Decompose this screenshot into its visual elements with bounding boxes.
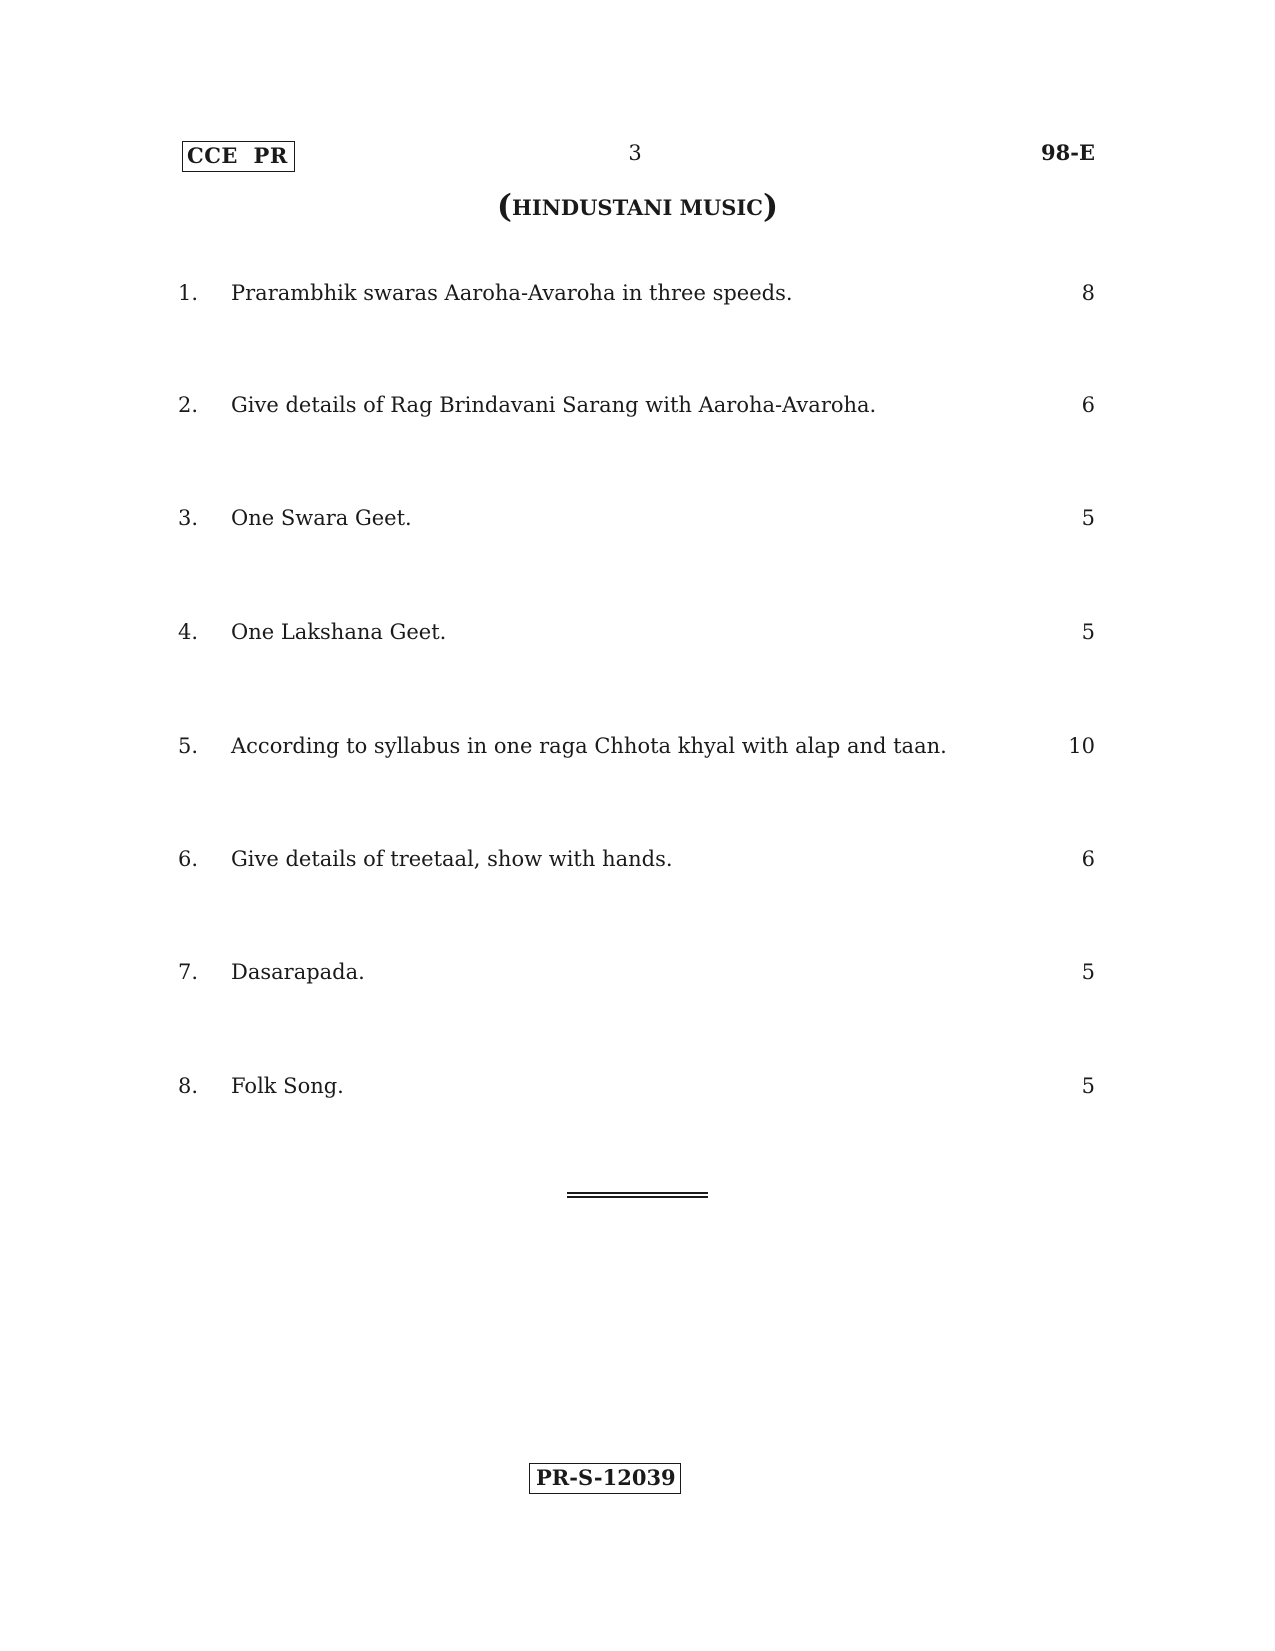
question-number: 8. <box>178 1074 199 1098</box>
question-marks: 5 <box>1081 960 1095 984</box>
question-item <box>0 957 1275 987</box>
question-text: One Swara Geet. <box>231 506 412 530</box>
close-parenthesis: ) <box>762 187 779 225</box>
page-number: 3 <box>628 141 642 165</box>
question-item <box>0 617 1275 647</box>
question-marks: 5 <box>1081 506 1095 530</box>
paper-code: 98-E <box>1041 140 1095 165</box>
question-item <box>0 503 1275 533</box>
question-text: According to syllabus in one raga Chhota khyal with alap and taan. <box>231 734 947 758</box>
open-parenthesis: ( <box>496 187 513 225</box>
question-item <box>0 390 1275 420</box>
question-text: Prarambhik swaras Aaroha-Avaroha in three speeds. <box>231 281 793 305</box>
question-number: 6. <box>178 847 199 871</box>
question-marks: 6 <box>1081 393 1095 417</box>
question-text: Give details of treetaal, show with hands. <box>231 847 673 871</box>
question-number: 1. <box>178 281 199 305</box>
question-marks: 6 <box>1081 847 1095 871</box>
subject-title-text: HINDUSTANI MUSIC <box>512 195 763 220</box>
question-item <box>0 844 1275 874</box>
question-text: Give details of Rag Brindavani Sarang with Aaroha-Avaroha. <box>231 393 877 417</box>
question-marks: 10 <box>1068 734 1095 758</box>
subject-title <box>0 186 1275 226</box>
footer-paper-code: PR-S-12039 <box>529 1463 681 1494</box>
question-number: 7. <box>178 960 199 984</box>
question-item <box>0 731 1275 761</box>
question-number: 2. <box>178 393 199 417</box>
question-number: 4. <box>178 620 199 644</box>
question-marks: 8 <box>1081 281 1095 305</box>
question-text: Dasarapada. <box>231 960 365 984</box>
question-text: One Lakshana Geet. <box>231 620 447 644</box>
question-item <box>0 1071 1275 1101</box>
end-of-paper-double-rule <box>567 1192 708 1198</box>
question-marks: 5 <box>1081 1074 1095 1098</box>
header-course-code: CCE PR <box>182 141 295 172</box>
question-item <box>0 278 1275 308</box>
question-text: Folk Song. <box>231 1074 344 1098</box>
question-number: 5. <box>178 734 199 758</box>
question-number: 3. <box>178 506 199 530</box>
question-marks: 5 <box>1081 620 1095 644</box>
